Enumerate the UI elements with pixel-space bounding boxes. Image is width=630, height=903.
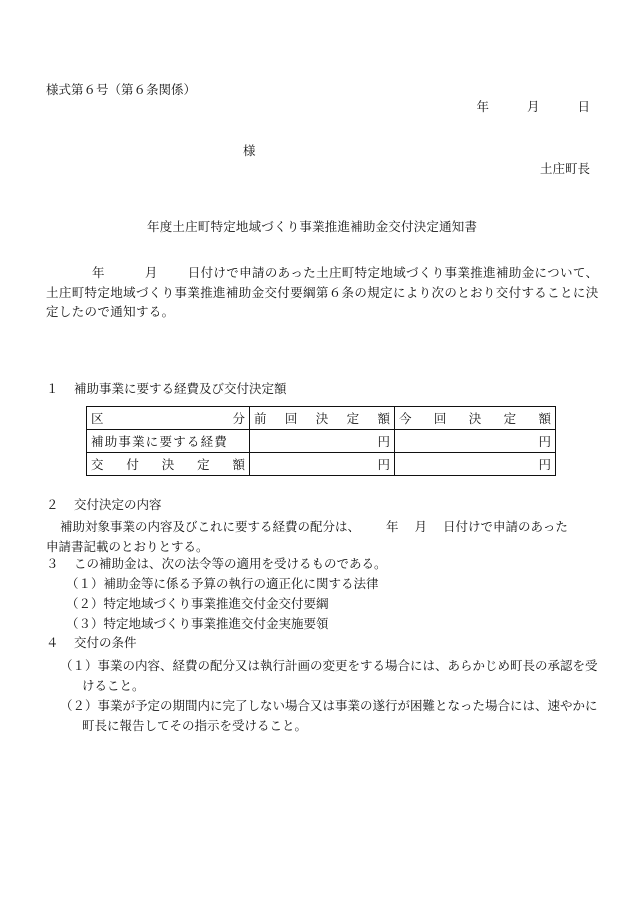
section-1-number: １ [46, 381, 59, 396]
grant-label-char: 付 [126, 457, 139, 472]
issuer: 土庄町長 [539, 161, 590, 176]
header-prev-char: 定 [346, 411, 360, 426]
section-2-text-a: 補助対象事業の内容及びこれに要する経費の配分は、 [60, 519, 361, 534]
header-curr-char: 今 [399, 411, 412, 426]
section-2-title: 交付決定の内容 [74, 497, 162, 512]
prev-amount-cell: 円 [250, 453, 395, 476]
section-1-title: 補助事業に要する経費及び交付決定額 [74, 381, 287, 396]
header-current-amount [395, 407, 556, 430]
intro-text: 日付けで申請のあった土庄町特定地域づくり事業推進補助金について、土庄町特定地域づくり事業推進補助金交付要綱第６条の規定により次のとおり交付することに決定したので通知する。 [46, 265, 599, 319]
grant-label-char: 額 [232, 457, 245, 472]
header-category-a: 区 [91, 411, 104, 426]
header-prev-char: 回 [284, 411, 298, 426]
header-curr-char: 額 [538, 411, 551, 426]
table-row [87, 430, 556, 453]
date-year: 年 [476, 99, 489, 114]
section-3-heading [46, 558, 387, 571]
header-prev-char: 前 [254, 411, 267, 426]
header-curr-char: 定 [503, 411, 517, 426]
row-label-expense: 補助事業に要する経費 [87, 430, 250, 453]
intro-year: 年 [92, 265, 105, 280]
grant-label-char: 交 [91, 457, 104, 472]
prev-amount-cell: 円 [250, 430, 395, 453]
curr-amount-cell: 円 [395, 430, 556, 453]
section-4-number: ４ [46, 635, 59, 650]
date-line [462, 101, 590, 114]
section-3-title: この補助金は、次の法令等の適用を受けるものである。 [74, 556, 387, 571]
header-previous-amount [250, 407, 395, 430]
grant-label-char: 決 [161, 457, 175, 472]
header-prev-char: 決 [315, 411, 329, 426]
section-1-heading [46, 383, 287, 396]
intro-month: 月 [144, 265, 158, 280]
date-month: 月 [526, 99, 540, 114]
section-2-text-c: 申請書記載のとおりとする。 [46, 538, 209, 554]
section-2-text [46, 517, 605, 556]
intro-paragraph [46, 263, 606, 322]
row-label-grant [87, 453, 250, 476]
grant-label-char: 定 [197, 457, 210, 472]
law-item: （２）特定地域づくり事業推進交付金交付要綱 [66, 596, 329, 611]
addressee-suffix: 様 [243, 143, 256, 158]
form-number: 様式第６号（第６条関係） [46, 82, 197, 97]
law-item: （３）特定地域づくり事業推進交付金実施要領 [66, 616, 329, 631]
condition-item [60, 696, 608, 735]
fee-table [86, 406, 556, 476]
section-2-heading [46, 499, 162, 512]
header-category [87, 407, 250, 430]
header-curr-char: 決 [468, 411, 482, 426]
section-2-number: ２ [46, 497, 59, 512]
curr-amount-cell: 円 [395, 453, 556, 476]
header-prev-char: 額 [377, 411, 390, 426]
document-title: 年度土庄町特定地域づくり事業推進補助金交付決定通知書 [147, 219, 478, 234]
table-row [87, 453, 556, 476]
table-header-row [87, 407, 556, 430]
header-curr-char: 回 [433, 411, 447, 426]
header-category-b: 分 [232, 411, 245, 426]
section-4-title: 交付の条件 [74, 635, 137, 650]
condition-text: （１）事業の内容、経費の配分又は執行計画の変更をする場合には、あらかじめ町長の承認を受けること。 [60, 658, 598, 693]
date-day: 日 [577, 99, 590, 114]
section-2-month: 月 [414, 519, 428, 534]
section-4-heading [46, 637, 137, 650]
section-2-year: 年 [386, 519, 399, 534]
section-2-text-b: 日付けで申請のあった [443, 519, 568, 534]
section-3-number: ３ [46, 556, 59, 571]
law-item: （１）補助金等に係る予算の執行の適正化に関する法律 [66, 576, 379, 591]
condition-item [60, 656, 608, 695]
condition-text: （２）事業が予定の期間内に完了しない場合又は事業の遂行が困難となった場合には、速やかに町長に報告してその指示を受けること。 [60, 698, 598, 733]
